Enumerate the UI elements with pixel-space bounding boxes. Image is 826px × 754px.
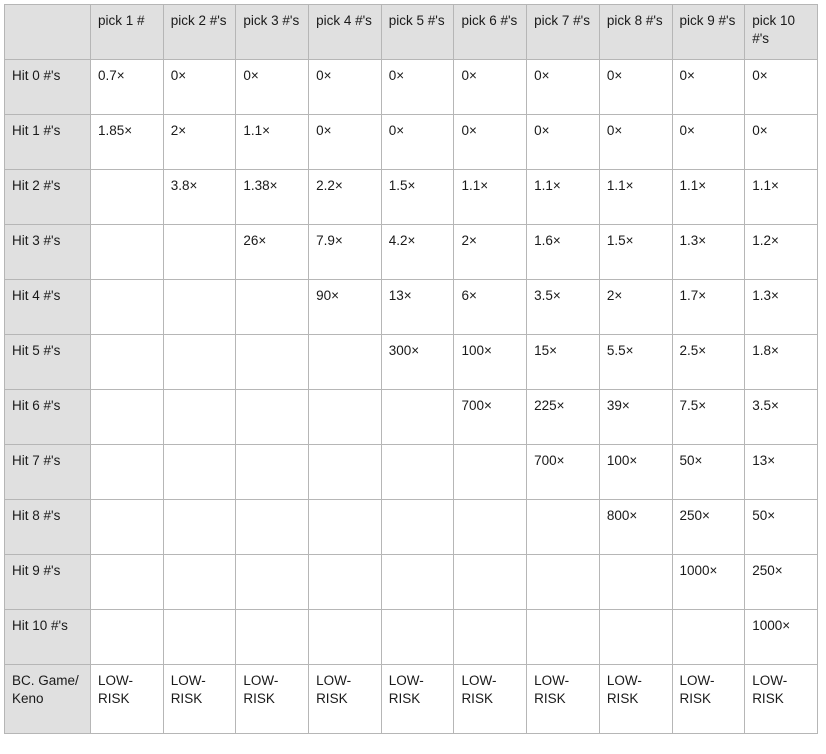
row-header-hit-3: Hit 3 #'s — [5, 225, 91, 280]
payout-cell — [672, 610, 745, 665]
payout-cell — [599, 555, 672, 610]
risk-level-cell: LOW-RISK — [454, 665, 527, 734]
payout-cell: 0× — [599, 115, 672, 170]
row-header-hit-8: Hit 8 #'s — [5, 500, 91, 555]
row-header-hit-6: Hit 6 #'s — [5, 390, 91, 445]
payout-cell — [527, 610, 600, 665]
payout-cell: 1.5× — [599, 225, 672, 280]
payout-cell — [381, 445, 454, 500]
payout-cell: 7.5× — [672, 390, 745, 445]
payout-cell — [91, 555, 164, 610]
payout-cell: 2× — [163, 115, 236, 170]
payout-cell — [381, 500, 454, 555]
table-row — [5, 390, 818, 445]
payout-cell: 100× — [599, 445, 672, 500]
column-header-pick-8: pick 8 #'s — [599, 5, 672, 60]
payout-cell: 0× — [309, 60, 382, 115]
payout-cell: 3.5× — [527, 280, 600, 335]
payout-cell: 1.2× — [745, 225, 818, 280]
payout-cell: 0× — [236, 60, 309, 115]
payout-cell: 800× — [599, 500, 672, 555]
payout-cell — [454, 555, 527, 610]
table-row — [5, 500, 818, 555]
payout-cell — [91, 390, 164, 445]
payout-cell: 26× — [236, 225, 309, 280]
payout-cell — [163, 225, 236, 280]
payout-cell: 250× — [745, 555, 818, 610]
payout-cell: 1.85× — [91, 115, 164, 170]
payout-cell — [236, 280, 309, 335]
payout-cell — [381, 555, 454, 610]
payout-cell — [163, 500, 236, 555]
payout-cell — [236, 500, 309, 555]
payout-cell — [163, 610, 236, 665]
payout-cell — [454, 500, 527, 555]
payout-cell — [163, 335, 236, 390]
payout-cell: 1.3× — [672, 225, 745, 280]
row-header-hit-2: Hit 2 #'s — [5, 170, 91, 225]
row-header-hit-5: Hit 5 #'s — [5, 335, 91, 390]
payout-cell: 1.5× — [381, 170, 454, 225]
payout-cell: 1.38× — [236, 170, 309, 225]
payout-cell: 0× — [163, 60, 236, 115]
payout-cell: 1.1× — [236, 115, 309, 170]
table-row — [5, 335, 818, 390]
payout-cell: 0× — [381, 115, 454, 170]
payout-cell — [527, 500, 600, 555]
row-header-hit-10: Hit 10 #'s — [5, 610, 91, 665]
payout-cell: 3.8× — [163, 170, 236, 225]
payout-cell — [381, 610, 454, 665]
payout-cell: 50× — [745, 500, 818, 555]
payout-cell — [163, 555, 236, 610]
payout-cell: 0× — [745, 60, 818, 115]
payout-cell: 6× — [454, 280, 527, 335]
payout-cell: 1.1× — [599, 170, 672, 225]
risk-level-cell: LOW-RISK — [745, 665, 818, 734]
payout-cell — [309, 555, 382, 610]
payout-cell — [309, 335, 382, 390]
table-row — [5, 280, 818, 335]
column-header-pick-7: pick 7 #'s — [527, 5, 600, 60]
payout-cell: 1.8× — [745, 335, 818, 390]
payout-cell — [236, 390, 309, 445]
column-header-pick-4: pick 4 #'s — [309, 5, 382, 60]
payout-cell — [236, 335, 309, 390]
row-header-game-source: BC. Game/ Keno — [5, 665, 91, 734]
column-header-pick-6: pick 6 #'s — [454, 5, 527, 60]
row-header-hit-4: Hit 4 #'s — [5, 280, 91, 335]
table-row — [5, 170, 818, 225]
payout-cell — [91, 445, 164, 500]
keno-payout-table — [4, 4, 818, 734]
payout-cell: 1.6× — [527, 225, 600, 280]
payout-cell — [309, 500, 382, 555]
payout-cell: 1.1× — [454, 170, 527, 225]
payout-cell: 5.5× — [599, 335, 672, 390]
payout-cell: 1000× — [745, 610, 818, 665]
payout-cell: 0× — [672, 60, 745, 115]
risk-level-cell: LOW-RISK — [672, 665, 745, 734]
payout-cell: 1.1× — [527, 170, 600, 225]
payout-cell: 100× — [454, 335, 527, 390]
payout-cell — [163, 280, 236, 335]
header-row — [5, 5, 818, 60]
payout-cell — [91, 225, 164, 280]
row-header-hit-0: Hit 0 #'s — [5, 60, 91, 115]
payout-cell: 0× — [672, 115, 745, 170]
payout-cell: 300× — [381, 335, 454, 390]
payout-cell — [309, 610, 382, 665]
payout-cell — [163, 445, 236, 500]
column-header-pick-3: pick 3 #'s — [236, 5, 309, 60]
row-header-hit-9: Hit 9 #'s — [5, 555, 91, 610]
payout-cell: 0× — [599, 60, 672, 115]
payout-cell: 1000× — [672, 555, 745, 610]
payout-cell: 4.2× — [381, 225, 454, 280]
payout-cell — [236, 555, 309, 610]
table-head — [5, 5, 818, 60]
column-header-pick-2: pick 2 #'s — [163, 5, 236, 60]
payout-cell — [163, 390, 236, 445]
payout-cell — [236, 445, 309, 500]
risk-level-cell: LOW-RISK — [599, 665, 672, 734]
payout-cell: 0× — [745, 115, 818, 170]
payout-cell: 2.5× — [672, 335, 745, 390]
column-header-pick-9: pick 9 #'s — [672, 5, 745, 60]
payout-cell: 225× — [527, 390, 600, 445]
payout-cell: 7.9× — [309, 225, 382, 280]
table-body — [5, 60, 818, 734]
payout-cell — [309, 445, 382, 500]
payout-cell — [91, 500, 164, 555]
payout-cell — [91, 280, 164, 335]
table-row — [5, 115, 818, 170]
payout-cell: 2× — [599, 280, 672, 335]
risk-level-cell: LOW-RISK — [163, 665, 236, 734]
payout-cell: 0× — [454, 60, 527, 115]
payout-cell: 0× — [527, 115, 600, 170]
payout-cell: 2× — [454, 225, 527, 280]
payout-cell — [91, 170, 164, 225]
risk-level-cell: LOW-RISK — [236, 665, 309, 734]
table-row — [5, 445, 818, 500]
row-header-hit-1: Hit 1 #'s — [5, 115, 91, 170]
payout-cell: 1.1× — [672, 170, 745, 225]
column-header-pick-5: pick 5 #'s — [381, 5, 454, 60]
payout-cell — [599, 610, 672, 665]
risk-level-cell: LOW-RISK — [527, 665, 600, 734]
table-row — [5, 555, 818, 610]
table-row — [5, 665, 818, 734]
payout-cell: 1.1× — [745, 170, 818, 225]
payout-cell: 700× — [454, 390, 527, 445]
payout-cell — [454, 610, 527, 665]
payout-cell: 250× — [672, 500, 745, 555]
payout-cell — [309, 390, 382, 445]
risk-level-cell: LOW-RISK — [91, 665, 164, 734]
table-row — [5, 610, 818, 665]
payout-cell: 3.5× — [745, 390, 818, 445]
payout-cell: 1.7× — [672, 280, 745, 335]
payout-cell — [91, 335, 164, 390]
payout-cell — [381, 390, 454, 445]
payout-cell — [91, 610, 164, 665]
payout-cell — [527, 555, 600, 610]
payout-cell: 15× — [527, 335, 600, 390]
table-corner-cell — [5, 5, 91, 60]
payout-cell: 1.3× — [745, 280, 818, 335]
payout-cell: 0× — [381, 60, 454, 115]
payout-cell: 50× — [672, 445, 745, 500]
table-row — [5, 60, 818, 115]
payout-cell: 0× — [454, 115, 527, 170]
payout-cell: 39× — [599, 390, 672, 445]
payout-cell: 0× — [309, 115, 382, 170]
payout-cell — [236, 610, 309, 665]
risk-level-cell: LOW-RISK — [381, 665, 454, 734]
payout-cell — [454, 445, 527, 500]
column-header-pick-1: pick 1 # — [91, 5, 164, 60]
risk-level-cell: LOW-RISK — [309, 665, 382, 734]
payout-cell: 90× — [309, 280, 382, 335]
payout-cell: 2.2× — [309, 170, 382, 225]
payout-cell: 0× — [527, 60, 600, 115]
payout-cell: 13× — [381, 280, 454, 335]
payout-cell: 700× — [527, 445, 600, 500]
table-row — [5, 225, 818, 280]
payout-cell: 13× — [745, 445, 818, 500]
row-header-hit-7: Hit 7 #'s — [5, 445, 91, 500]
payout-cell: 0.7× — [91, 60, 164, 115]
column-header-pick-10: pick 10 #'s — [745, 5, 818, 60]
